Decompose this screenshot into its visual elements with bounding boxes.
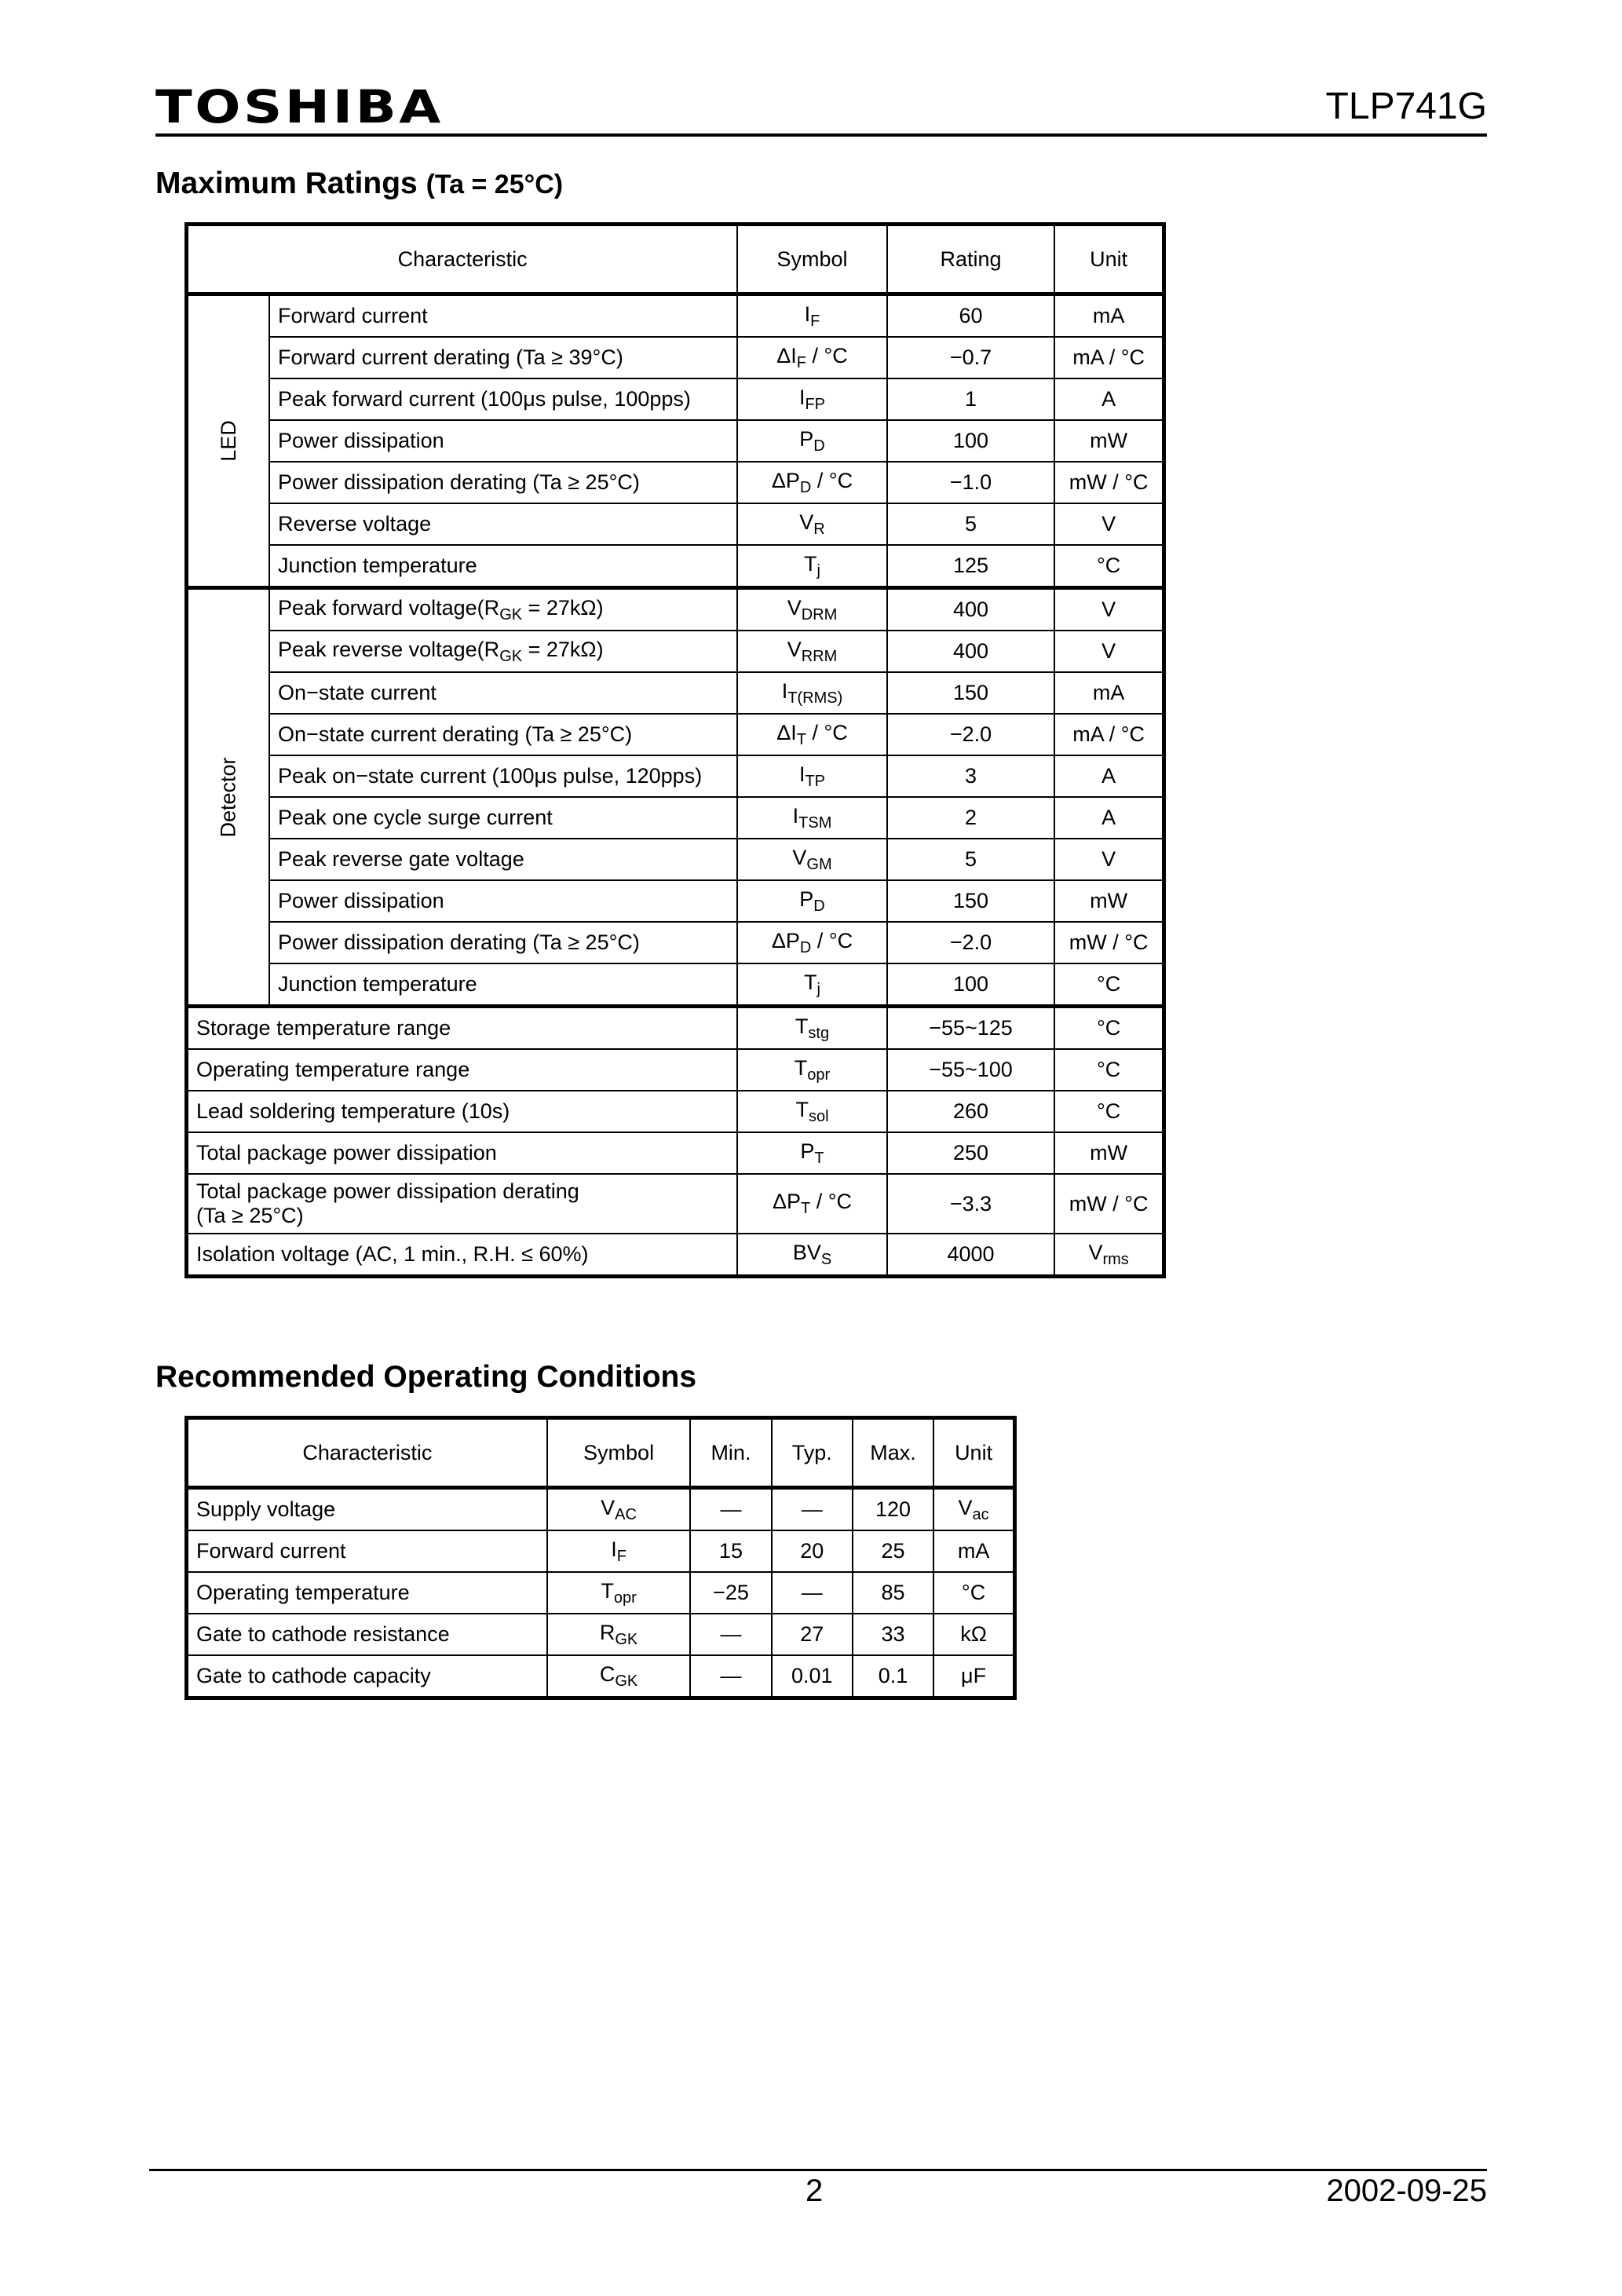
symbol-cell [737, 545, 887, 588]
unit-text: °C [1096, 1099, 1121, 1123]
unit-cell [933, 1614, 1014, 1655]
rating-cell: 150 [887, 880, 1055, 922]
symbol-subscript: j [816, 561, 820, 579]
unit-text: mW / °C [1069, 470, 1149, 494]
table-row [187, 839, 1164, 880]
unit-cell [1054, 797, 1164, 839]
unit-text: V [958, 1495, 973, 1519]
unit-text: mA [1092, 304, 1125, 327]
characteristic-text: Peak one cycle surge current [278, 806, 553, 829]
characteristic-cell [269, 462, 737, 503]
symbol-base: I [792, 803, 799, 828]
symbol-cell [737, 337, 887, 378]
table-row [187, 880, 1164, 922]
unit-text: °C [961, 1581, 986, 1604]
characteristic-cell [187, 1091, 738, 1132]
symbol-base: R [599, 1620, 616, 1644]
min-cell: — [690, 1614, 771, 1655]
characteristic-cell: Operating temperature [187, 1572, 547, 1614]
symbol-cell [737, 378, 887, 420]
characteristic-suffix: = 27kΩ) [522, 595, 604, 620]
rec-conditions-table [184, 1416, 1017, 1700]
max-ratings-heading: Maximum Ratings [155, 166, 418, 200]
symbol-cell [547, 1655, 691, 1698]
rating-cell: 5 [887, 503, 1055, 545]
symbol-base: V [787, 637, 802, 661]
max-cell: 120 [853, 1488, 933, 1531]
rating-cell: 100 [887, 420, 1055, 462]
symbol-cell [547, 1530, 691, 1572]
symbol-cell [737, 1174, 887, 1234]
symbol-subscript: D [813, 437, 825, 455]
table-row [187, 631, 1164, 672]
group-detector [187, 588, 270, 1007]
symbol-subscript: opr [807, 1066, 831, 1084]
symbol-base: ΔP [771, 928, 800, 952]
symbol-subscript: D [799, 938, 812, 956]
characteristic-text: Lead soldering temperature (10s) [196, 1099, 510, 1123]
symbol-base: I [798, 762, 806, 786]
unit-cell [933, 1572, 1014, 1614]
unit-cell [1054, 378, 1164, 420]
unit-cell [1054, 714, 1164, 755]
symbol-cell [737, 839, 887, 880]
symbol-base: ΔI [776, 720, 797, 744]
symbol-subscript: AC [615, 1505, 637, 1523]
characteristic-text: Power dissipation [278, 889, 444, 912]
rating-cell: 5 [887, 839, 1055, 880]
symbol-cell [737, 1091, 887, 1132]
table-row [187, 1132, 1164, 1174]
table-row [187, 294, 1164, 338]
symbol-subscript: FP [805, 395, 826, 413]
symbol-cell [737, 420, 887, 462]
max-cell: 0.1 [853, 1655, 933, 1698]
rating-cell: 400 [887, 588, 1055, 631]
col-min: Min. [690, 1418, 771, 1488]
characteristic-cell [187, 1007, 738, 1050]
characteristic-cell [269, 797, 737, 839]
characteristic-text: Storage temperature range [196, 1016, 451, 1040]
symbol-cell [737, 462, 887, 503]
col-rating: Rating [887, 225, 1055, 294]
table-header-row [187, 225, 1164, 294]
unit-text: mW / °C [1069, 930, 1149, 954]
symbol-base: C [599, 1662, 616, 1686]
rating-cell: −3.3 [887, 1174, 1055, 1234]
table-row [187, 922, 1164, 963]
footer-rule [149, 2169, 1487, 2171]
unit-cell [1054, 1234, 1164, 1277]
rating-cell: −2.0 [887, 714, 1055, 755]
rating-cell: 3 [887, 755, 1055, 797]
table-row [187, 1234, 1164, 1277]
characteristic-text: Power dissipation derating (Ta ≥ 25°C) [278, 930, 640, 954]
unit-cell [1054, 672, 1164, 714]
characteristic-text: Peak reverse gate voltage [278, 847, 524, 871]
unit-cell [1054, 755, 1164, 797]
characteristic-text: Peak forward voltage(R [278, 595, 500, 620]
symbol-subscript: D [813, 897, 825, 915]
typ-cell: — [772, 1572, 853, 1614]
characteristic-text: Isolation voltage (AC, 1 min., R.H. ≤ 60%) [196, 1242, 589, 1266]
unit-text: V [1101, 639, 1116, 663]
unit-cell [1054, 462, 1164, 503]
symbol-base: T [601, 1578, 614, 1603]
symbol-subscript: F [796, 353, 806, 371]
symbol-cell [737, 714, 887, 755]
characteristic-text: Power dissipation derating (Ta ≥ 25°C) [278, 470, 640, 494]
symbol-subscript: sol [808, 1107, 829, 1125]
unit-text: mA / °C [1072, 345, 1145, 369]
table-row [187, 378, 1164, 420]
page-number: 2 [806, 2174, 824, 2208]
symbol-subscript: T(RMS) [787, 689, 843, 707]
symbol-base: T [804, 551, 817, 576]
col-symbol: Symbol [737, 225, 887, 294]
rating-cell: 150 [887, 672, 1055, 714]
rating-cell: 400 [887, 631, 1055, 672]
characteristic-cell [269, 294, 737, 338]
unit-cell [1054, 588, 1164, 631]
characteristic-cell [269, 672, 737, 714]
symbol-suffix: / °C [810, 1190, 853, 1213]
col-symbol: Symbol [547, 1418, 691, 1488]
unit-cell [1054, 880, 1164, 922]
symbol-base: ΔP [771, 468, 800, 492]
rating-cell: 125 [887, 545, 1055, 588]
symbol-cell [737, 503, 887, 545]
symbol-cell [547, 1614, 691, 1655]
rating-cell: −2.0 [887, 922, 1055, 963]
min-cell: −25 [690, 1572, 771, 1614]
symbol-base: P [799, 887, 814, 911]
unit-text: mA [957, 1539, 990, 1563]
characteristic-cell [269, 503, 737, 545]
characteristic-cell [269, 963, 737, 1007]
symbol-cell [737, 294, 887, 338]
unit-cell [1054, 1132, 1164, 1174]
characteristic-text: On−state current [278, 681, 437, 704]
symbol-base: I [611, 1537, 617, 1561]
max-ratings-condition: (Ta = 25°C) [426, 170, 564, 199]
unit-text: mA / °C [1072, 722, 1145, 746]
table-row [187, 503, 1164, 545]
characteristic-cell [187, 1234, 738, 1277]
document-date: 2002-09-25 [1326, 2174, 1487, 2208]
unit-text: V [1101, 512, 1116, 536]
unit-cell [1054, 294, 1164, 338]
unit-cell [1054, 839, 1164, 880]
unit-text: V [1101, 598, 1116, 621]
table-row [187, 1655, 1015, 1698]
characteristic-cell [269, 588, 737, 631]
rating-cell: 1 [887, 378, 1055, 420]
characteristic-cell [269, 714, 737, 755]
characteristic-cell [269, 420, 737, 462]
unit-text: °C [1096, 1016, 1121, 1040]
max-cell: 25 [853, 1530, 933, 1572]
group-led [187, 294, 270, 588]
characteristic-text: On−state current derating (Ta ≥ 25°C) [278, 722, 633, 746]
max-ratings-table [184, 222, 1166, 1278]
symbol-cell [737, 755, 887, 797]
unit-cell [933, 1488, 1014, 1531]
symbol-cell [737, 1234, 887, 1277]
brand-logo: TOSHIBA [155, 80, 444, 133]
unit-subscript: rms [1102, 1250, 1129, 1268]
unit-cell [1054, 922, 1164, 963]
characteristic-cell [187, 1174, 738, 1234]
rec-conditions-title: Recommended Operating Conditions [155, 1360, 697, 1394]
unit-text: mA [1092, 681, 1125, 704]
symbol-subscript: RRM [801, 647, 838, 665]
symbol-cell [737, 1049, 887, 1091]
col-typ: Typ. [772, 1418, 853, 1488]
unit-cell [1054, 420, 1164, 462]
characteristic-text: Total package power dissipation derating [196, 1179, 579, 1203]
table-row [187, 1488, 1015, 1531]
typ-cell: 0.01 [772, 1655, 853, 1698]
unit-cell [1054, 503, 1164, 545]
unit-text: mW [1090, 429, 1128, 452]
unit-text: mW / °C [1069, 1191, 1149, 1216]
typ-cell: — [772, 1488, 853, 1531]
symbol-base: T [794, 1055, 808, 1080]
symbol-cell [737, 588, 887, 631]
symbol-base: I [798, 385, 806, 409]
characteristic-line2: (Ta ≥ 25°C) [196, 1204, 304, 1227]
characteristic-text: Junction temperature [278, 972, 477, 996]
characteristic-text: Junction temperature [278, 554, 477, 577]
symbol-cell [737, 880, 887, 922]
min-cell: — [690, 1488, 771, 1531]
characteristic-text: Peak on−state current (100μs pulse, 120pps) [278, 764, 703, 788]
rating-cell: 250 [887, 1132, 1055, 1174]
table-row [187, 462, 1164, 503]
unit-text: °C [1096, 554, 1121, 577]
unit-cell [1054, 1174, 1164, 1234]
symbol-subscript: GK [615, 1672, 638, 1690]
col-max: Max. [853, 1418, 933, 1488]
max-cell: 33 [853, 1614, 933, 1655]
symbol-base: V [792, 845, 807, 869]
unit-text: A [1101, 764, 1116, 788]
symbol-subscript: GK [615, 1630, 638, 1648]
rating-cell: −0.7 [887, 337, 1055, 378]
table-row [187, 963, 1164, 1007]
rating-cell: 100 [887, 963, 1055, 1007]
symbol-base: P [799, 426, 814, 451]
page-header [155, 79, 1487, 137]
unit-cell [1054, 545, 1164, 588]
symbol-subscript: T [801, 1200, 811, 1217]
symbol-subscript: DRM [801, 605, 838, 623]
unit-text: °C [1096, 972, 1121, 996]
symbol-suffix: / °C [811, 468, 853, 492]
characteristic-text: Forward current derating (Ta ≥ 39°C) [278, 345, 623, 369]
symbol-cell [737, 672, 887, 714]
symbol-subscript: opr [613, 1589, 637, 1607]
symbol-subscript: D [799, 478, 812, 496]
unit-cell [1054, 963, 1164, 1007]
table-row [187, 1614, 1015, 1655]
group-detector-label: Detector [216, 756, 240, 838]
table-row [187, 755, 1164, 797]
symbol-subscript: TP [805, 772, 826, 790]
symbol-cell [737, 631, 887, 672]
unit-text: A [1101, 387, 1116, 411]
symbol-base: I [804, 302, 811, 326]
characteristic-text: Power dissipation [278, 429, 444, 452]
characteristic-cell [269, 378, 737, 420]
unit-cell [1054, 1007, 1164, 1050]
table-row [187, 797, 1164, 839]
symbol-suffix: / °C [806, 720, 848, 744]
characteristic-cell [269, 631, 737, 672]
symbol-base: V [799, 510, 814, 534]
table-row [187, 545, 1164, 588]
symbol-base: P [800, 1139, 815, 1163]
unit-text: A [1101, 806, 1116, 829]
characteristic-cell [187, 1132, 738, 1174]
symbol-suffix: / °C [811, 928, 853, 952]
symbol-base: ΔI [776, 343, 797, 367]
symbol-subscript: R [813, 520, 825, 538]
group-led-label: LED [216, 420, 240, 462]
unit-text: kΩ [960, 1622, 987, 1646]
symbol-subscript: GM [806, 855, 832, 873]
symbol-base: V [601, 1495, 616, 1519]
symbol-cell [737, 963, 887, 1007]
table-row [187, 1091, 1164, 1132]
table-row [187, 672, 1164, 714]
characteristic-cell [269, 880, 737, 922]
characteristic-cell [269, 839, 737, 880]
symbol-base: T [795, 1097, 809, 1121]
unit-text: °C [1096, 1058, 1121, 1081]
symbol-subscript: TSM [798, 813, 832, 832]
unit-subscript: ac [972, 1505, 989, 1523]
max-cell: 85 [853, 1572, 933, 1614]
symbol-base: T [804, 970, 817, 994]
characteristic-cell [187, 1049, 738, 1091]
characteristic-subscript: GK [499, 605, 523, 623]
characteristic-cell [269, 922, 737, 963]
symbol-base: V [787, 595, 802, 620]
symbol-suffix: / °C [806, 343, 848, 367]
characteristic-text: Operating temperature range [196, 1058, 470, 1081]
symbol-subscript: T [796, 730, 806, 748]
symbol-subscript: F [616, 1547, 627, 1565]
symbol-cell [737, 922, 887, 963]
table-row [187, 1049, 1164, 1091]
characteristic-text: Forward current [278, 304, 428, 327]
max-ratings-title [155, 166, 563, 201]
unit-text: μF [961, 1664, 987, 1687]
col-characteristic: Characteristic [187, 225, 738, 294]
symbol-subscript: S [820, 1250, 832, 1268]
characteristic-cell: Gate to cathode capacity [187, 1655, 547, 1698]
unit-text: V [1088, 1240, 1103, 1264]
symbol-cell [737, 1007, 887, 1050]
characteristic-text: Reverse voltage [278, 512, 432, 536]
characteristic-cell: Supply voltage [187, 1488, 547, 1531]
min-cell: 15 [690, 1530, 771, 1572]
unit-cell [933, 1530, 1014, 1572]
unit-cell [1054, 1091, 1164, 1132]
rating-cell: −1.0 [887, 462, 1055, 503]
symbol-subscript: T [814, 1149, 824, 1167]
typ-cell: 20 [772, 1530, 853, 1572]
rating-cell: 2 [887, 797, 1055, 839]
table-row [187, 1572, 1015, 1614]
symbol-subscript: j [816, 980, 820, 998]
col-unit: Unit [1054, 225, 1164, 294]
table-row [187, 1174, 1164, 1234]
unit-cell [1054, 631, 1164, 672]
characteristic-cell [269, 545, 737, 588]
col-characteristic: Characteristic [187, 1418, 547, 1488]
table-row [187, 420, 1164, 462]
symbol-cell [547, 1488, 691, 1531]
symbol-subscript: F [810, 312, 820, 330]
rating-cell: −55~100 [887, 1049, 1055, 1091]
table-row [187, 588, 1164, 631]
col-unit: Unit [933, 1418, 1014, 1488]
characteristic-cell [269, 755, 737, 797]
rating-cell: −55~125 [887, 1007, 1055, 1050]
table-row [187, 714, 1164, 755]
characteristic-subscript: GK [499, 647, 523, 665]
table-row [187, 1007, 1164, 1050]
min-cell: — [690, 1655, 771, 1698]
part-number: TLP741G [1325, 86, 1487, 127]
unit-text: mW [1090, 1141, 1128, 1164]
characteristic-text: Total package power dissipation [196, 1141, 497, 1164]
symbol-base: I [781, 678, 788, 703]
rating-cell: 60 [887, 294, 1055, 338]
symbol-base: BV [792, 1240, 821, 1264]
characteristic-cell: Gate to cathode resistance [187, 1614, 547, 1655]
table-header-row [187, 1418, 1015, 1488]
table-row [187, 337, 1164, 378]
symbol-base: ΔP [772, 1190, 801, 1213]
rating-cell: 4000 [887, 1234, 1055, 1277]
symbol-cell [737, 797, 887, 839]
unit-cell [1054, 337, 1164, 378]
symbol-subscript: stg [808, 1024, 830, 1042]
rating-cell: 260 [887, 1091, 1055, 1132]
unit-cell [933, 1655, 1014, 1698]
unit-text: V [1101, 847, 1116, 871]
unit-cell [1054, 1049, 1164, 1091]
symbol-cell [547, 1572, 691, 1614]
characteristic-text: Peak forward current (100μs pulse, 100pps) [278, 387, 691, 411]
characteristic-cell: Forward current [187, 1530, 547, 1572]
characteristic-cell [269, 337, 737, 378]
typ-cell: 27 [772, 1614, 853, 1655]
symbol-base: T [795, 1014, 809, 1038]
table-row [187, 1530, 1015, 1572]
unit-text: mW [1090, 889, 1128, 912]
symbol-cell [737, 1132, 887, 1174]
characteristic-text: Peak reverse voltage(R [278, 637, 500, 661]
characteristic-suffix: = 27kΩ) [522, 637, 604, 661]
